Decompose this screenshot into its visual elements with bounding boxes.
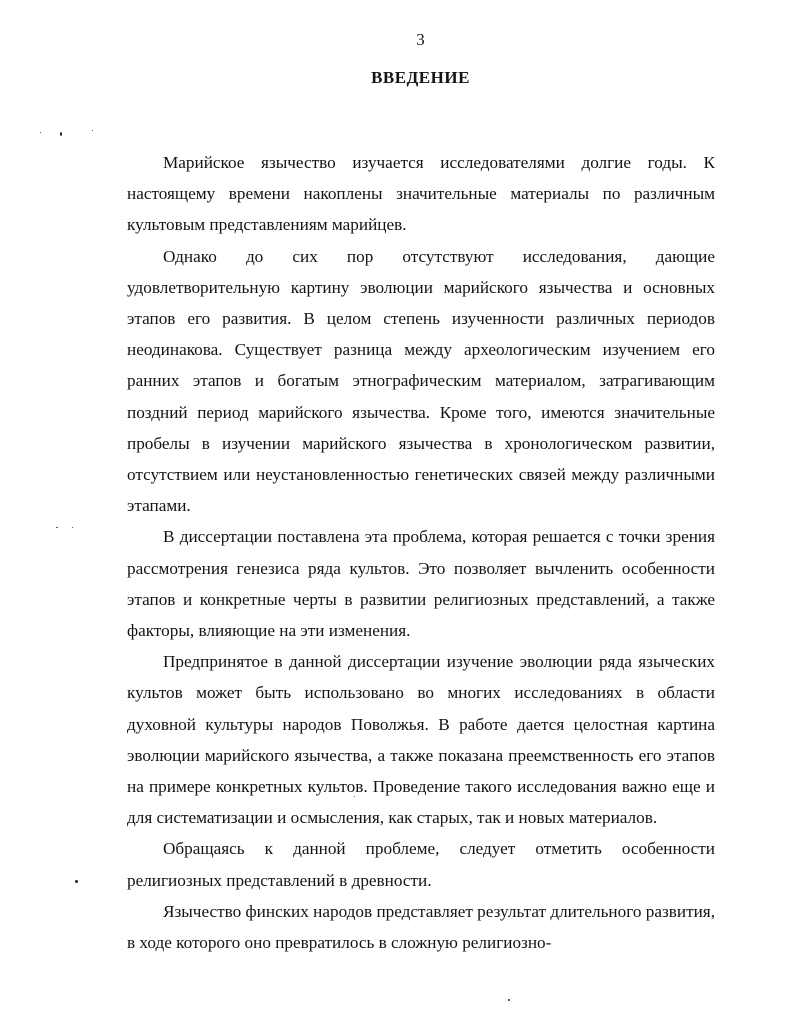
body-text [127,147,715,958]
scan-speck [508,999,510,1001]
paragraph: Однако до сих пор отсутствуют исследования, дающие удовлетворительную картину эволюции марийского язычества и основных этапов его развития. В целом степень изученности различных периодов неодинакова. Существует разница между археологическим изучением его ранних этапов и богатым этнографическим материалом, затрагивающим поздний период марийского язычества. Кроме того, имеются значительные пробелы в изучении марийского язычества в хронологическом развитии, отсутствием или неустановленностью генетических связей между различными этапами. [127,246,715,516]
scan-speck [72,527,73,528]
scan-speck [56,527,58,528]
scan-speck [60,132,62,136]
page-title: ВВЕДЕНИЕ [371,68,470,87]
paragraph: В диссертации поставлена эта проблема, которая решается с точки зрения рассмотрения генезиса ряда культов. Это позволяет вычленить особенности этапов и конкретные черты в развитии религиозных представлений, а также факторы, влияющие на эти изменения. [127,527,715,641]
paragraph: Язычество финских народов представляет результат длительного развития, в ходе которого оно превратилось в сложную религиозно- [127,901,715,953]
scan-speck [92,130,93,131]
paragraph: Предпринятое в данной диссертации изучение эволюции ряда языческих культов может быть использовано во многих исследованиях в области духовной культуры народов Поволжья. В работе дается целостная картина эволюции марийского язычества, а также показана преемственность его этапов на примере конкретных культов. Проведение такого исследования важно еще и для систематизации и осмысления, как старых, так и новых материалов. [127,652,715,828]
paragraph: Обращаясь к данной проблеме, следует отметить особенности религиозных представлений в древности. [127,839,715,890]
paragraph: Марийское язычество изучается исследователями долгие годы. К настоящему времени накоплены значительные материалы по различным культовым представлениям марийцев. [127,153,715,235]
scan-speck [40,132,41,133]
scan-speck [75,880,78,883]
page-number: 3 [416,30,425,49]
